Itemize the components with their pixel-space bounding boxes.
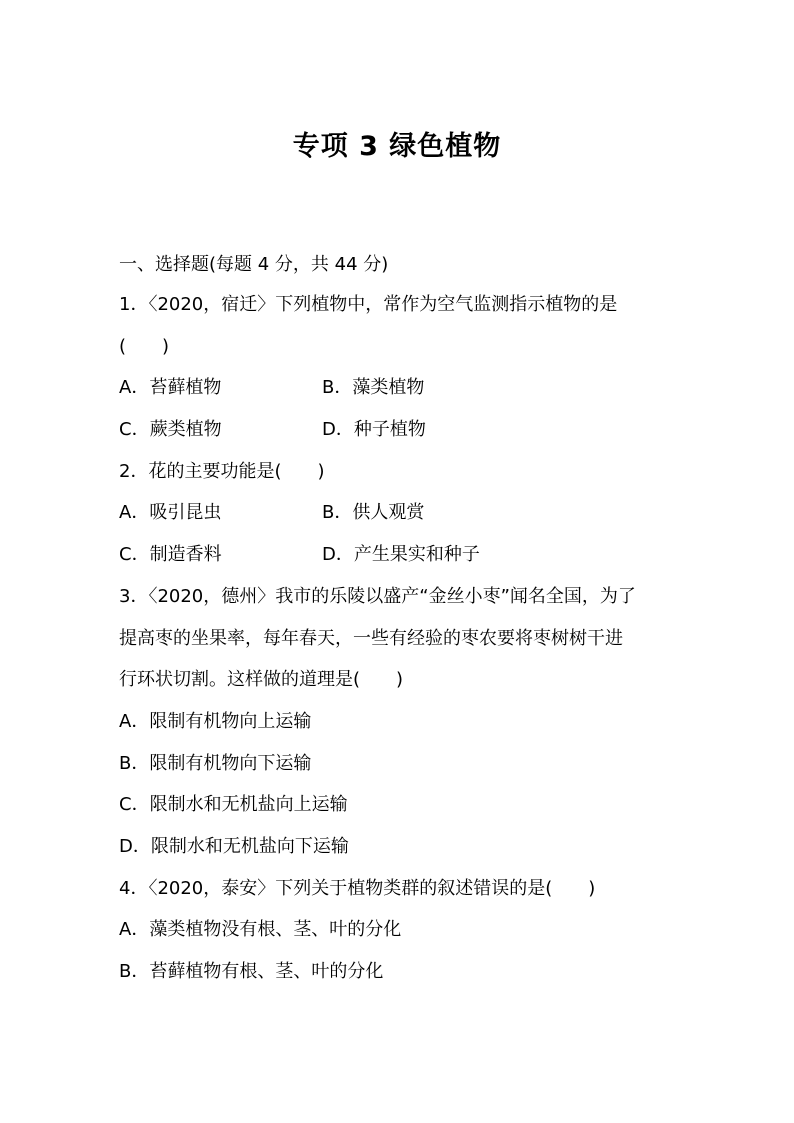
question-3-stem-line-2: 提高枣的坐果率，每年春天，一些有经验的枣农要将枣树树干进: [119, 628, 623, 649]
question-3-stem-line-1: 3．〈2020，德州〉我市的乐陵以盛产“金丝小枣”闻名全国，为了: [119, 586, 636, 607]
question-1-option-c: C．蕨类植物: [119, 419, 222, 440]
question-3-option-d: D．限制水和无机盐向下运输: [119, 836, 349, 857]
page-title: 专项 3 绿色植物: [292, 131, 502, 162]
question-4-option-b: B．苔藓植物有根、茎、叶的分化: [119, 961, 384, 982]
question-1-stem-line-1: 1．〈2020，宿迁〉下列植物中，常作为空气监测指示植物的是: [119, 294, 618, 315]
question-4-stem: 4．〈2020，泰安〉下列关于植物类群的叙述错误的是( ): [119, 878, 596, 899]
question-2-option-b: B．供人观赏: [322, 502, 425, 523]
question-1-option-a: A．苔藓植物: [119, 377, 222, 398]
question-2-option-c: C．制造香料: [119, 544, 222, 565]
question-1-option-b: B．藻类植物: [322, 377, 425, 398]
question-4-option-a: A．藻类植物没有根、茎、叶的分化: [119, 919, 402, 940]
question-2-stem: 2．花的主要功能是( ): [119, 461, 325, 482]
question-3-stem-line-3: 行环状切割。这样做的道理是( ): [119, 669, 404, 690]
question-3-option-c: C．限制水和无机盐向上运输: [119, 794, 348, 815]
question-2-option-a: A．吸引昆虫: [119, 502, 222, 523]
question-2-option-d: D．产生果实和种子: [322, 544, 480, 565]
question-3-option-b: B．限制有机物向下运输: [119, 753, 312, 774]
question-3-option-a: A．限制有机物向上运输: [119, 711, 312, 732]
section-heading: 一、选择题(每题 4 分，共 44 分): [119, 254, 389, 275]
question-1-stem-line-2: ( ): [119, 336, 170, 357]
question-1-option-d: D．种子植物: [322, 419, 426, 440]
